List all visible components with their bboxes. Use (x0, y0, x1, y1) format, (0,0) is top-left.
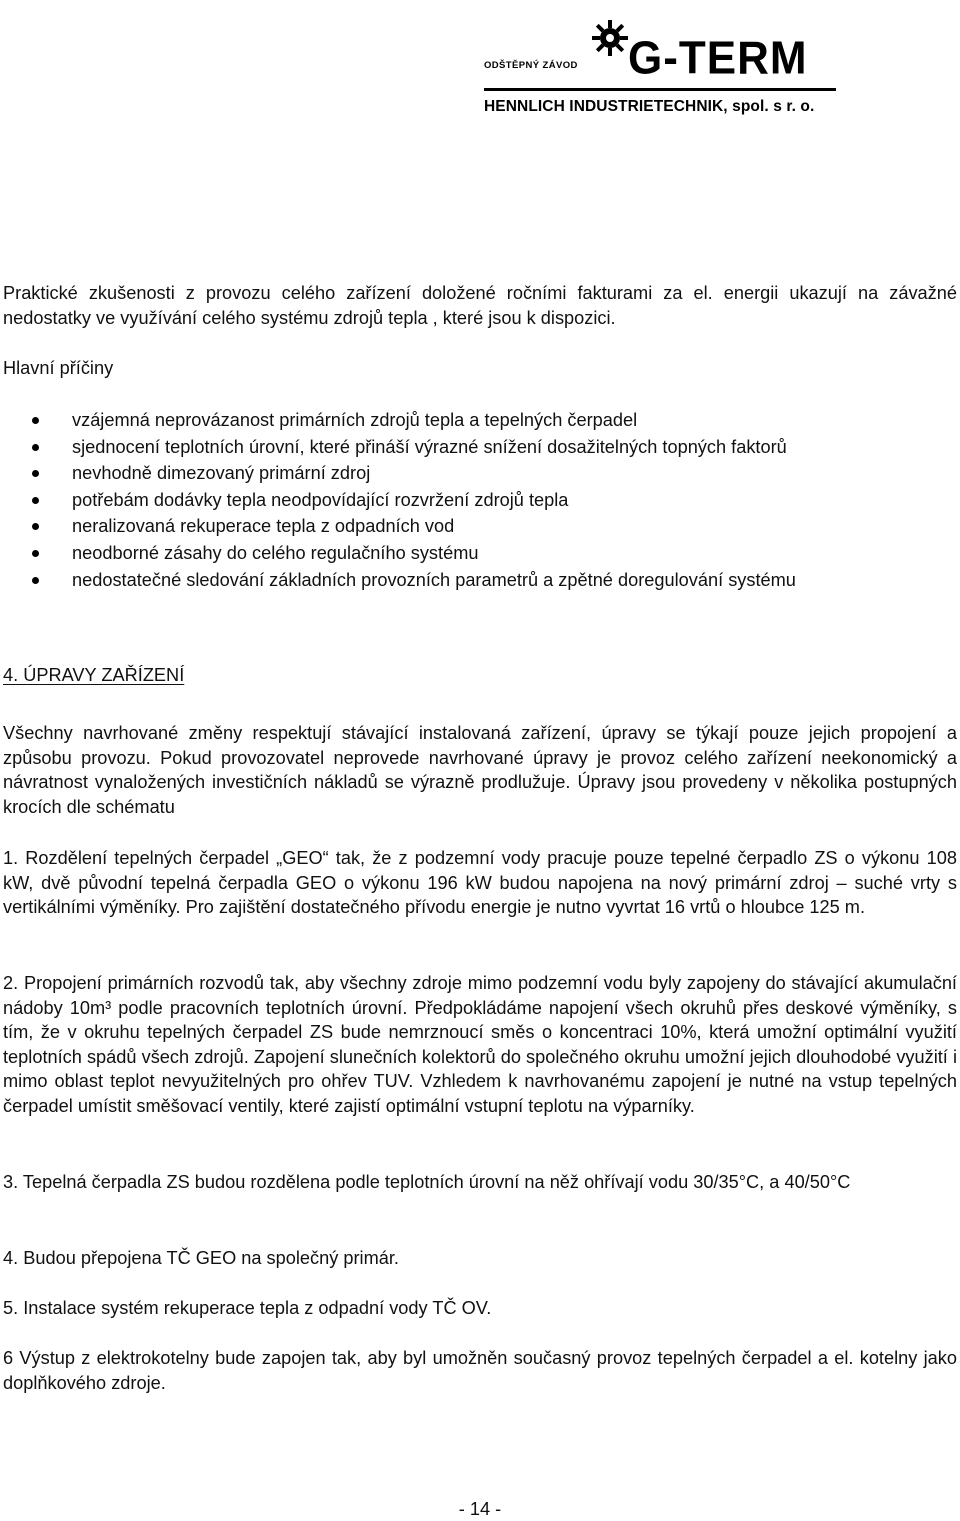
page-number: - 14 - (458, 1499, 502, 1519)
step-5: 5. Instalace systém rekuperace tepla z odpadní vody TČ OV. (3, 1298, 492, 1318)
logo-company: HENNLICH INDUSTRIETECHNIK, spol. s r. o. (484, 98, 815, 115)
list-item (0, 434, 960, 461)
step-3: 3. Tepelná čerpadla ZS budou rozdělena podle teplotních úrovní na něž ohřívají vodu 30/35°C, a 40/50°C (3, 1172, 851, 1192)
bullet-icon (32, 417, 39, 424)
step-6: 6 Výstup z elektrokotelny bude zapojen tak, aby byl umožněn současný provoz tepelných čerpadel a el. kotelny jako doplňkového zdroje. (3, 1348, 957, 1393)
section-heading: 4. ÚPRAVY ZAŘÍZENÍ (3, 665, 185, 685)
bullet-icon (32, 577, 39, 584)
logo-rule (484, 88, 836, 91)
list-item-text: sjednocení teplotních úrovní, které přináší výrazné snížení dosažitelných topných faktorů (72, 436, 787, 457)
causes-list (0, 407, 960, 593)
bullet-icon (32, 444, 39, 451)
company-logo (480, 8, 852, 118)
list-item-text: nedostatečné sledování základních provozních parametrů a zpětné doregulování systému (72, 569, 796, 590)
causes-title: Hlavní příčiny (3, 358, 114, 378)
step-4: 4. Budou přepojena TČ GEO na společný primár. (3, 1248, 399, 1268)
list-item-text: neodborné zásahy do celého regulačního systému (72, 542, 479, 563)
logo-brand: G-TERM (628, 32, 808, 85)
bullet-icon (32, 523, 39, 530)
list-item (0, 540, 960, 567)
list-item (0, 460, 960, 487)
logo-division: ODŠTĚPNÝ ZÁVOD (484, 60, 578, 71)
step-2: 2. Propojení primárních rozvodů tak, aby všechny zdroje mimo podzemní vodu byly zapojeny do stávající akumulační nádoby 10m³ podle pracovních teplotních úrovní. Předpokládáme napojení všech okruhů přes deskové výměníky, s tím, že v okruhu tepelných čerpadel ZS bude nemrznoucí směs o koncentraci 10%, která umožní optimální využití teplotních spádů všech zdrojů. Zapojení slunečních kolektorů do společného okruhu umožní jejich dlouhodobé využití i mimo oblast teplot nevyužitelných pro ohřev TUV. Vzhledem k navrhovanému zapojení je nutné na vstup tepelných čerpadel umístit směšovací ventily, které zajistí optimální vstupní teplotu na výparníky. (3, 973, 957, 1116)
list-item-text: vzájemná neprovázanost primárních zdrojů tepla a tepelných čerpadel (72, 410, 638, 430)
list-item (0, 567, 960, 594)
step-1: 1. Rozdělení tepelných čerpadel „GEO“ tak, že z podzemní vody pracuje pouze tepelné čerpadlo ZS o výkonu 108 kW, dvě původní tepelná čerpadla GEO o výkonu 196 kW budou napojena na nový primární zdroj – suché vrty s vertikálními výměníky. Pro zajištění dostatečného přívodu energie je nutno vyvrtat 16 vrtů o hloubce 125 m. (3, 848, 957, 918)
list-item-text: neralizovaná rekuperace tepla z odpadních vod (72, 516, 455, 537)
bullet-icon (32, 497, 39, 504)
bullet-icon (32, 550, 39, 557)
list-item-text: potřebám dodávky tepla neodpovídající rozvržení zdrojů tepla (72, 489, 569, 510)
gear-icon (590, 18, 630, 58)
list-item (0, 407, 960, 434)
list-item-text: nevhodně dimezovaný primární zdroj (72, 463, 371, 484)
bullet-icon (32, 470, 39, 477)
section-intro: Všechny navrhované změny respektují stávající instalovaná zařízení, úpravy se týkají pouze jejich propojení a způsobu provozu. Pokud provozovatel neprovede navrhované úpravy je provoz celého zařízení neekonomický a návratnost vynaložených investičních nákladů se výrazně prodlužuje. Úpravy jsou provedeny v několika postupných krocích dle schématu (3, 723, 957, 817)
list-item (0, 513, 960, 540)
list-item (0, 487, 960, 514)
intro-paragraph: Praktické zkušenosti z provozu celého zařízení doložené ročními fakturami za el. energii ukazují na závažné nedostatky ve využívání celého systému zdrojů tepla , které jsou k dispozici. (3, 283, 957, 328)
